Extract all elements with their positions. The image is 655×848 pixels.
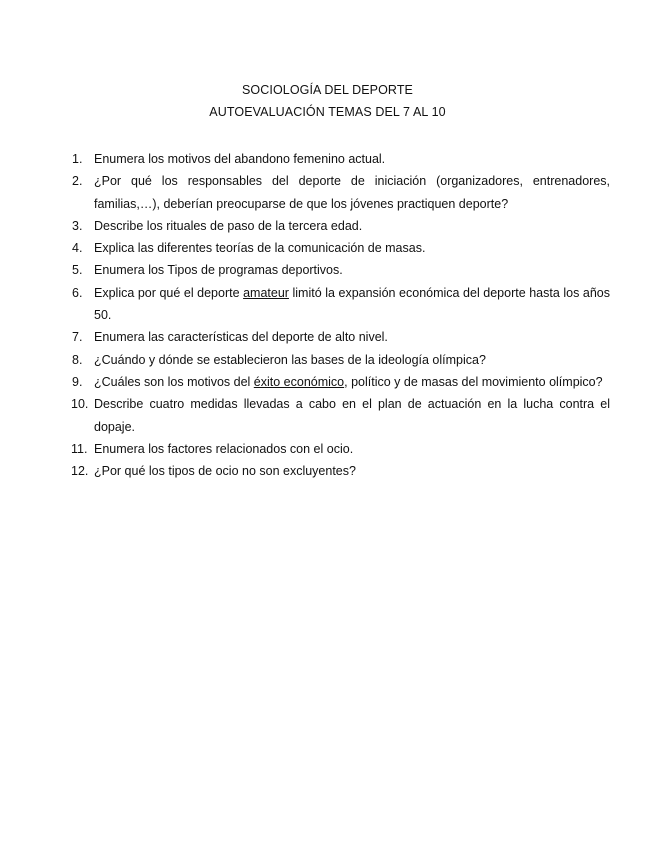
document-title: SOCIOLOGÍA DEL DEPORTE (242, 83, 413, 97)
question-text-before: ¿Cuáles son los motivos del (94, 374, 254, 389)
underlined-term: amateur (243, 285, 289, 300)
question-number: 12. (71, 464, 89, 479)
document-subtitle: AUTOEVALUACIÓN TEMAS DEL 7 AL 10 (209, 105, 446, 119)
question-number: 7. (72, 330, 83, 345)
question-item (72, 215, 610, 237)
question-text-before: Explica por qué el deporte (94, 285, 244, 300)
question-number: 5. (72, 263, 83, 278)
question-item (72, 148, 610, 170)
question-item (72, 438, 610, 460)
question-number: 11. (71, 441, 88, 456)
question-text (94, 375, 603, 389)
question-text: Enumera los factores relacionados con el ocio. (94, 441, 354, 456)
question-text: Describe los rituales de paso de la tercera edad. (94, 218, 363, 233)
question-number: 8. (72, 352, 83, 367)
question-number: 10. (71, 397, 89, 412)
question-text-after: limitó la expansión económica del deporte hasta los años 50. (94, 285, 610, 323)
question-text: ¿Por qué los tipos de ocio no son excluyentes? (94, 464, 356, 479)
question-item (72, 460, 610, 482)
questions-list (72, 148, 610, 482)
question-number: 1. (72, 152, 83, 166)
question-text: Enumera las características del deporte de alto nivel. (94, 330, 388, 345)
question-item (72, 393, 610, 438)
question-number: 3. (72, 218, 83, 233)
question-number: 9. (72, 374, 83, 389)
underlined-term: éxito económico (253, 374, 345, 389)
question-text: ¿Cuándo y dónde se establecieron las bases de la ideología olímpica? (94, 352, 486, 367)
question-item (72, 282, 610, 327)
question-text (94, 286, 610, 322)
question-item (72, 371, 610, 393)
question-text: ¿Por qué los responsables del deporte de iniciación (organizadores, entrenadores, familias,…), deberían preocuparse de que los jóvenes practiquen deporte? (94, 174, 610, 211)
question-number: 6. (72, 285, 83, 300)
question-text: Explica las diferentes teorías de la comunicación de masas. (94, 241, 426, 256)
question-number: 2. (72, 174, 83, 189)
question-text: Enumera los motivos del abandono femenino actual. (94, 152, 386, 166)
question-item (72, 237, 610, 259)
question-text: Enumera los Tipos de programas deportivos. (94, 263, 343, 278)
question-item (72, 326, 610, 348)
question-text-after: , político y de masas del movimiento olímpico? (344, 374, 603, 389)
question-item (72, 259, 610, 281)
question-text: Describe cuatro medidas llevadas a cabo en el plan de actuación en la lucha contra el dopaje. (94, 397, 610, 434)
question-item (72, 170, 610, 215)
question-item (72, 349, 610, 371)
question-number: 4. (72, 241, 83, 256)
